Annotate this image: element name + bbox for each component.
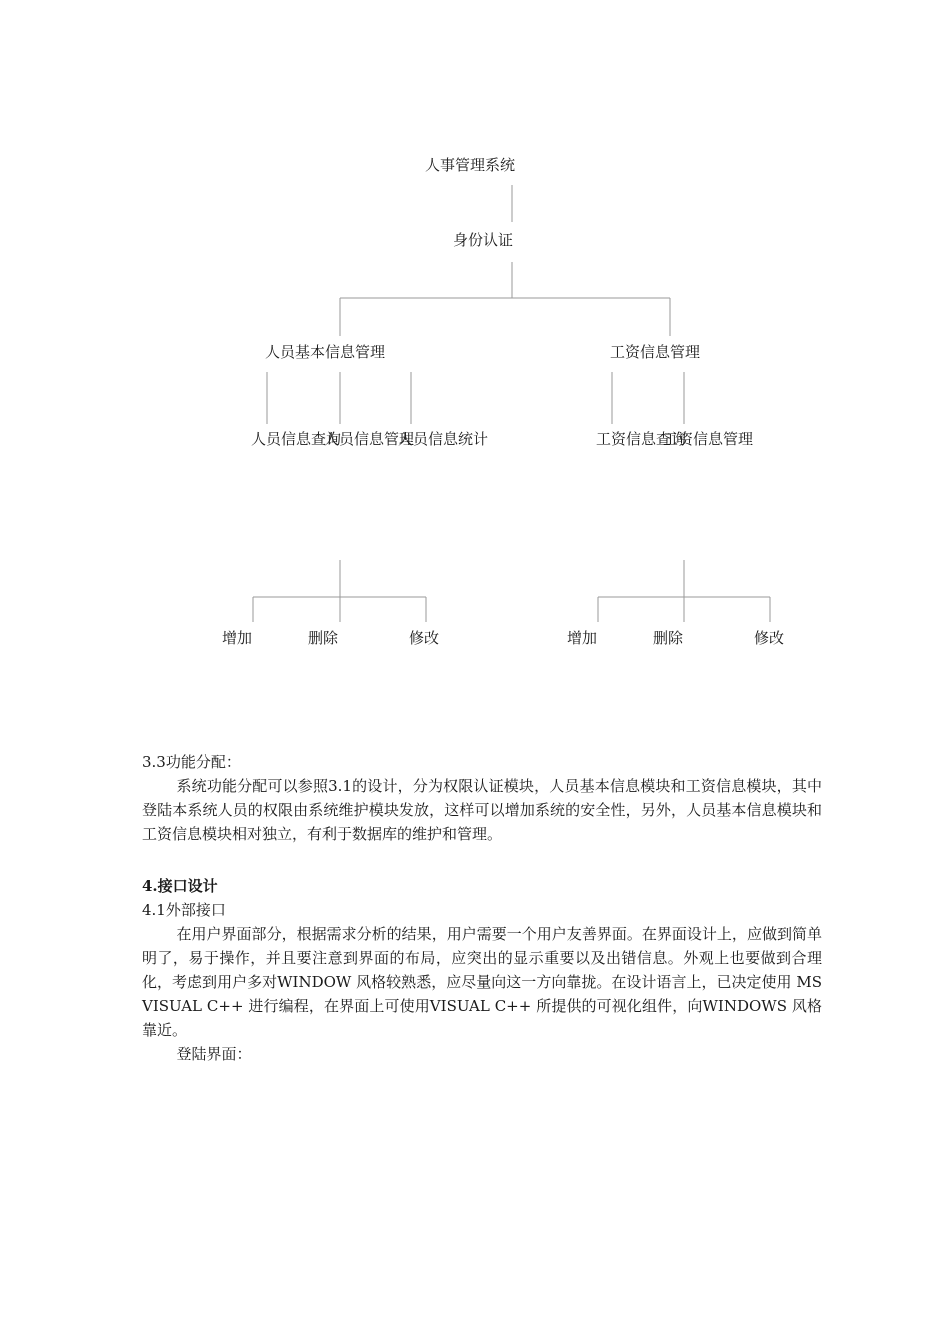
section-4-heading: 4.接口设计 — [142, 877, 218, 895]
node-salary-manage: 工资信息管理 — [663, 430, 754, 448]
section-3-3-paragraph: 系统功能分配可以参照3.1的设计，分为权限认证模块，人员基本信息模块和工资信息模块，其中登陆本系统人员的权限由系统维护模块发放，这样可以增加系统的安全性，另外，人员基本信息模块和工资信息模块相对独立，有利于数据库的维护和管理。 — [142, 777, 822, 843]
node-personnel-manage: 人员信息管理 — [324, 430, 415, 448]
node-salary-query: 工资信息查询 — [596, 430, 687, 448]
diagram-nodes — [222, 156, 784, 647]
section-4-1-paragraph: 在用户界面部分，根据需求分析的结果，用户需要一个用户友善界面。在界面设计上，应做到简单明了，易于操作，并且要注意到界面的布局，应突出的显示重要以及出错信息。外观上也要做到合理化，考虑到用户多对WINDOW 风格较熟悉，应尽量向这一方向靠拢。在设计语言上，已决定使用 MS VISUAL C++ 进行编程，在界面上可使用VISUAL C++ 所提供的可视化组件，向WINDOWS 风格靠近。 — [142, 925, 822, 1039]
diagram-edges — [253, 185, 770, 622]
node-auth: 身份认证 — [453, 231, 514, 249]
node-personnel-query: 人员信息查询 — [251, 430, 342, 448]
node-personnel-stats: 人员信息统计 — [398, 430, 489, 448]
node-salary-module: 工资信息管理 — [610, 343, 701, 361]
node-personnel-op-modify: 修改 — [409, 629, 440, 647]
section-3-3-heading: 3.3功能分配： — [142, 753, 241, 771]
node-personnel-module: 人员基本信息管理 — [265, 343, 386, 361]
node-salary-op-add: 增加 — [567, 629, 598, 647]
section-4-1-subheading: 4.1外部接口 — [142, 901, 226, 919]
section-3-3 — [142, 750, 822, 846]
node-root: 人事管理系统 — [425, 156, 516, 174]
login-screen-label: 登陆界面： — [176, 1045, 252, 1063]
node-salary-op-delete: 删除 — [653, 629, 684, 647]
node-personnel-op-delete: 删除 — [308, 629, 339, 647]
node-salary-op-modify: 修改 — [754, 629, 785, 647]
node-personnel-op-add: 增加 — [222, 629, 253, 647]
section-4 — [142, 874, 822, 1066]
